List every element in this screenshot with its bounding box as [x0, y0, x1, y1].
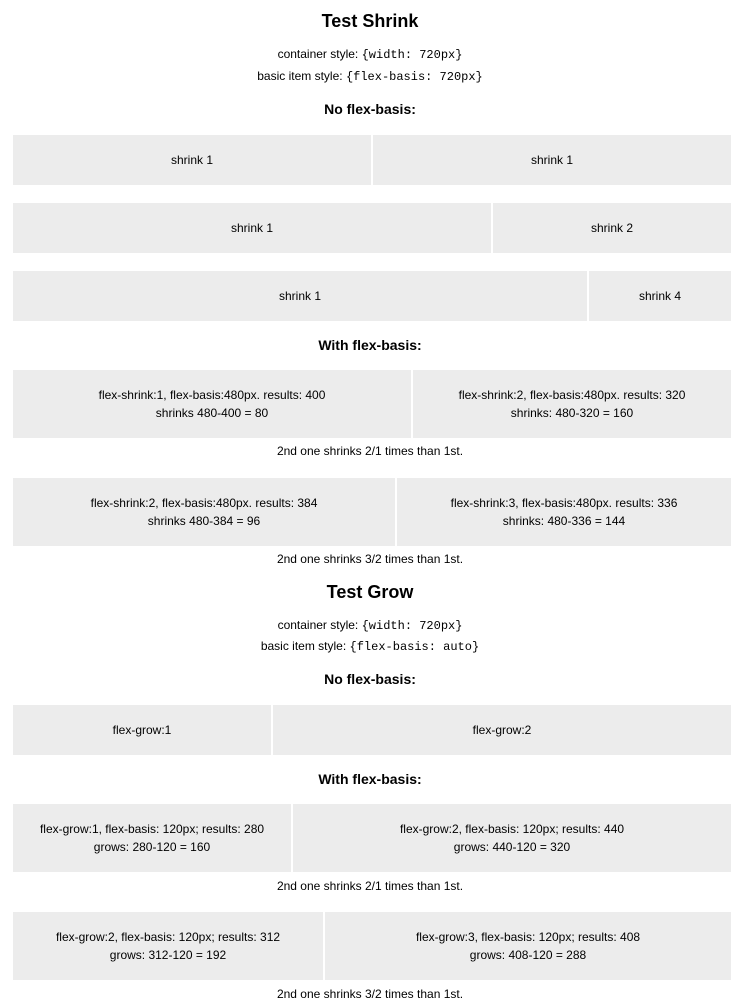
flex-item — [395, 478, 731, 546]
grow-note-1: 2nd one shrinks 2/1 times than 1st. — [276, 879, 464, 893]
grow-container-style — [0, 617, 740, 634]
item-result-line: flex-grow:2, flex-basis: 120px; results: 312 — [55, 930, 281, 944]
grow-item-style — [0, 638, 740, 655]
flex-item: shrink 4 — [587, 271, 731, 321]
shrink-basis-row-2 — [13, 478, 731, 546]
grow-no-basis-heading: No flex-basis: — [324, 671, 416, 687]
flex-item — [291, 804, 731, 872]
shrink-container-label: container style: — [277, 47, 362, 61]
item-result-line: flex-shrink:1, flex-basis:480px. results: 400 — [98, 388, 326, 402]
shrink-note-1: 2nd one shrinks 2/1 times than 1st. — [276, 444, 464, 458]
flex-item — [13, 912, 323, 980]
grow-basis-row-2 — [13, 912, 731, 980]
grow-row-1 — [13, 705, 731, 755]
item-calc-line: shrinks: 480-320 = 160 — [510, 406, 634, 420]
flex-item: shrink 2 — [491, 203, 731, 253]
item-result-line: flex-grow:1, flex-basis: 120px; results: 280 — [39, 822, 265, 836]
flex-item: flex-grow:2 — [271, 705, 731, 755]
shrink-note-2: 2nd one shrinks 3/2 times than 1st. — [276, 552, 464, 566]
flex-item — [13, 370, 411, 438]
item-calc-line: grows: 312-120 = 192 — [109, 948, 227, 962]
grow-basis-row-1 — [13, 804, 731, 872]
item-calc-line: grows: 280-120 = 160 — [93, 840, 211, 854]
item-result-line: flex-grow:2, flex-basis: 120px; results: 440 — [399, 822, 625, 836]
shrink-item-style — [0, 68, 740, 85]
shrink-with-basis-heading: With flex-basis: — [318, 337, 422, 353]
flex-item — [323, 912, 731, 980]
shrink-item-code: {flex-basis: 720px} — [345, 70, 483, 84]
item-calc-line: grows: 408-120 = 288 — [469, 948, 587, 962]
flex-item — [13, 804, 291, 872]
shrink-row-2 — [13, 203, 731, 253]
shrink-row-3 — [13, 271, 731, 321]
shrink-container-code: {width: 720px} — [361, 48, 463, 62]
flex-item: shrink 1 — [13, 271, 587, 321]
flex-item: flex-grow:1 — [13, 705, 271, 755]
grow-container-code: {width: 720px} — [361, 619, 463, 633]
grow-item-code: {flex-basis: auto} — [349, 640, 480, 654]
item-result-line: flex-shrink:2, flex-basis:480px. results: 320 — [458, 388, 686, 402]
flex-item — [13, 478, 395, 546]
shrink-section-title: Test Shrink — [321, 11, 419, 31]
shrink-no-basis-heading: No flex-basis: — [324, 101, 416, 117]
item-result-line: flex-shrink:3, flex-basis:480px. results: 336 — [450, 496, 678, 510]
item-calc-line: shrinks: 480-336 = 144 — [502, 514, 626, 528]
grow-container-label: container style: — [277, 618, 362, 632]
item-calc-line: shrinks 480-400 = 80 — [155, 406, 269, 420]
shrink-basis-row-1 — [13, 370, 731, 438]
flex-item — [411, 370, 731, 438]
grow-section-title: Test Grow — [326, 582, 414, 602]
shrink-container-style — [0, 46, 740, 63]
item-calc-line: grows: 440-120 = 320 — [453, 840, 571, 854]
item-result-line: flex-grow:3, flex-basis: 120px; results: 408 — [415, 930, 641, 944]
flex-item: shrink 1 — [371, 135, 731, 185]
grow-note-2: 2nd one shrinks 3/2 times than 1st. — [276, 987, 464, 1001]
flex-item: shrink 1 — [13, 203, 491, 253]
flex-item: shrink 1 — [13, 135, 371, 185]
grow-item-label: basic item style: — [260, 639, 350, 653]
item-calc-line: shrinks 480-384 = 96 — [147, 514, 261, 528]
grow-with-basis-heading: With flex-basis: — [318, 771, 422, 787]
shrink-item-label: basic item style: — [257, 69, 346, 83]
item-result-line: flex-shrink:2, flex-basis:480px. results: 384 — [90, 496, 318, 510]
shrink-row-1 — [13, 135, 731, 185]
